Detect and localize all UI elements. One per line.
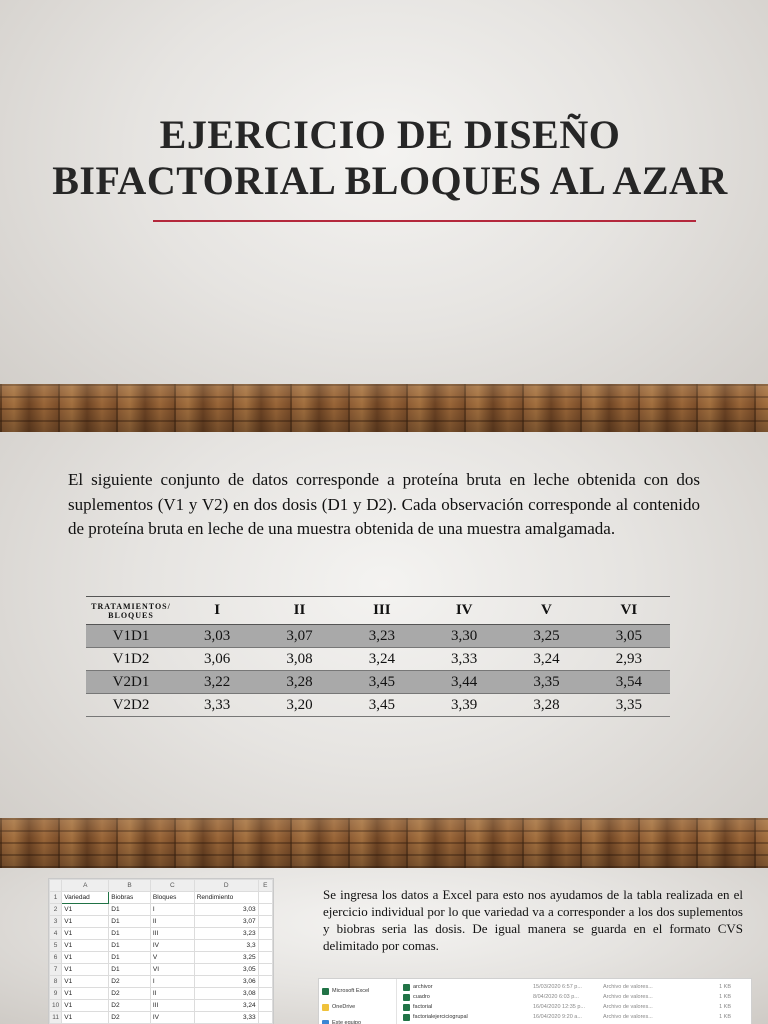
title-line-2: BIFACTORIAL BLOQUES AL AZAR [52, 158, 728, 203]
excel-slide [0, 868, 768, 1024]
sheet-row [50, 1012, 273, 1024]
table-cell: 3,30 [423, 625, 505, 648]
row-label: V2D2 [86, 694, 176, 717]
column-header: V [505, 597, 587, 625]
table-cell: 3,28 [505, 694, 587, 717]
sheet-cell: I [150, 976, 194, 988]
file-row: factorialejerciciogrupal 16/04/2020 9:20 a... Archivo de valores... 1 KB [403, 1012, 747, 1022]
column-header: III [341, 597, 423, 625]
row-number: 4 [50, 928, 62, 940]
table-cell: 3,44 [423, 671, 505, 694]
sheet-cell: II [150, 916, 194, 928]
column-letter: E [258, 880, 272, 892]
sheet-row [50, 952, 273, 964]
file-row: factorial 16/04/2020 12:35 p... Archivo de valores... 1 KB [403, 1002, 747, 1012]
row-label: V1D2 [86, 648, 176, 671]
table-cell: 3,35 [505, 671, 587, 694]
excel-icon [322, 988, 329, 995]
sheet-cell [258, 940, 272, 952]
sheet-cell: V1 [62, 940, 109, 952]
table-cell: 3,45 [341, 694, 423, 717]
data-table [86, 596, 670, 717]
table-cell: 3,45 [341, 671, 423, 694]
sheet-cell: Biobras [109, 892, 151, 904]
corner-line-2: BLOQUES [108, 610, 154, 620]
sheet-cell: Bloques [150, 892, 194, 904]
sheet-cell: V1 [62, 928, 109, 940]
csv-file-icon [403, 1014, 410, 1021]
table-cell: 2,93 [588, 648, 670, 671]
row-number: 3 [50, 916, 62, 928]
sheet-row [50, 940, 273, 952]
sheet-cell: II [150, 988, 194, 1000]
table-cell: 3,24 [341, 648, 423, 671]
column-header: II [258, 597, 340, 625]
sheet-cell: 3,07 [194, 916, 258, 928]
table-cell: 3,24 [505, 648, 587, 671]
sheet-cell: V1 [62, 1012, 109, 1024]
sheet-cell: D1 [109, 952, 151, 964]
computer-icon [322, 1020, 329, 1024]
wood-floor [0, 384, 768, 432]
sheet-cell: III [150, 928, 194, 940]
sheet-cell: 3,24 [194, 1000, 258, 1012]
sheet-row [50, 892, 273, 904]
row-label: V2D1 [86, 671, 176, 694]
sheet-cell: Variedad [62, 892, 109, 904]
title-slide [0, 0, 768, 432]
nav-item: Este equipo [322, 1015, 393, 1024]
sheet-row [50, 916, 273, 928]
sheet-cell: V1 [62, 916, 109, 928]
row-number: 1 [50, 892, 62, 904]
explorer-nav [319, 979, 397, 1024]
table-cell: 3,28 [258, 671, 340, 694]
sheet-cell: V1 [62, 976, 109, 988]
sheet-cell [258, 1000, 272, 1012]
spreadsheet-screenshot [48, 878, 274, 1024]
sheet-cell: D1 [109, 916, 151, 928]
sheet-row [50, 988, 273, 1000]
column-letter: B [109, 880, 151, 892]
sheet-cell: 3,23 [194, 928, 258, 940]
table-cell: 3,39 [423, 694, 505, 717]
sheet-cell: D1 [109, 904, 151, 916]
sheet-cell [258, 904, 272, 916]
table-cell: 3,22 [176, 671, 258, 694]
csv-file-icon [403, 994, 410, 1001]
sheet-cell [258, 964, 272, 976]
sheet-cell: V1 [62, 964, 109, 976]
row-number: 9 [50, 988, 62, 1000]
sheet-cell: D1 [109, 964, 151, 976]
table-cell: 3,07 [258, 625, 340, 648]
column-letter: C [150, 880, 194, 892]
row-number: 10 [50, 1000, 62, 1012]
sheet-cell: D2 [109, 976, 151, 988]
sheet-cell: D2 [109, 988, 151, 1000]
sheet-row [50, 928, 273, 940]
sheet-cell: Rendimiento [194, 892, 258, 904]
title-underline [153, 220, 696, 222]
row-label: V1D1 [86, 625, 176, 648]
sheet-cell: I [150, 904, 194, 916]
sheet-row [50, 1000, 273, 1012]
table-header-row [86, 597, 670, 625]
sheet-cell: D2 [109, 1000, 151, 1012]
sheet-cell: V1 [62, 1000, 109, 1012]
table-cell: 3,23 [341, 625, 423, 648]
sheet-cell [258, 976, 272, 988]
row-number: 11 [50, 1012, 62, 1024]
row-number: 8 [50, 976, 62, 988]
nav-item: OneDrive [322, 999, 393, 1015]
sheet-cell [258, 988, 272, 1000]
sheet-cell: III [150, 1000, 194, 1012]
sheet-cell [258, 928, 272, 940]
table-cell: 3,33 [423, 648, 505, 671]
folder-icon [322, 1004, 329, 1011]
data-table-slide [0, 432, 768, 868]
sheet-cell [258, 1012, 272, 1024]
sheet-row [50, 976, 273, 988]
sheet-cell: 3,3 [194, 940, 258, 952]
table-cell: 3,08 [258, 648, 340, 671]
intro-paragraph: El siguiente conjunto de datos corresponde a proteína bruta en leche obtenida con dos suplementos (V1 y V2) en dos dosis (D1 y D2). Cada observación corresponde al contenido de proteína bruta en leche de una muestra obtenida de una muestra amalgamada. [68, 470, 700, 538]
csv-file-icon [403, 984, 410, 991]
sheet-cell: 3,05 [194, 964, 258, 976]
sheet-cell [258, 952, 272, 964]
table-row [86, 671, 670, 694]
excel-paragraph: Se ingresa los datos a Excel para esto nos ayudamos de la tabla realizada en el ejercicio individual por lo que variedad va a corresponder a los dos suplementos y biobras seria las dosis. De igual manera se guarda en el formato CVS delimitado por comas. [323, 887, 743, 953]
sheet-cell [258, 916, 272, 928]
table-row [86, 694, 670, 717]
row-number: 6 [50, 952, 62, 964]
sheet-cell: IV [150, 1012, 194, 1024]
column-header: IV [423, 597, 505, 625]
file-row: cuadro 8/04/2020 6:03 p... Archivo de valores... 1 KB [403, 992, 747, 1002]
sheet-cell: 3,33 [194, 1012, 258, 1024]
table-cell: 3,35 [588, 694, 670, 717]
table-cell: 3,06 [176, 648, 258, 671]
csv-file-icon [403, 1004, 410, 1011]
explorer-file-list [403, 982, 747, 1022]
sheet-cell [258, 892, 272, 904]
slide-title [30, 112, 750, 204]
column-header: VI [588, 597, 670, 625]
row-number: 5 [50, 940, 62, 952]
title-line-1: EJERCICIO DE DISEÑO [159, 112, 621, 157]
table-row [86, 625, 670, 648]
sheet-cell: D1 [109, 928, 151, 940]
table-row [86, 648, 670, 671]
sheet-cell: 3,03 [194, 904, 258, 916]
column-letters-row [50, 880, 273, 892]
sheet-cell: V1 [62, 952, 109, 964]
wood-floor [0, 818, 768, 868]
corner-line-1: TRATAMIENTOS/ [91, 601, 171, 611]
sheet-cell: V1 [62, 904, 109, 916]
sheet-cell: V1 [62, 988, 109, 1000]
sheet-row [50, 904, 273, 916]
nav-item: Microsoft Excel [322, 983, 393, 999]
sheet-cell: 3,25 [194, 952, 258, 964]
sheet-row [50, 964, 273, 976]
sheet-cell: VI [150, 964, 194, 976]
file-row: archivor 15/03/2020 6:57 p... Archivo de valores... 1 KB [403, 982, 747, 992]
sheet-cell: IV [150, 940, 194, 952]
table-cell: 3,03 [176, 625, 258, 648]
row-number: 2 [50, 904, 62, 916]
column-header: I [176, 597, 258, 625]
table-cell: 3,25 [505, 625, 587, 648]
table-cell: 3,54 [588, 671, 670, 694]
sheet-cell: V [150, 952, 194, 964]
corner-header [86, 597, 176, 625]
table-cell: 3,20 [258, 694, 340, 717]
sheet-cell: D1 [109, 940, 151, 952]
column-letter: A [62, 880, 109, 892]
table-cell: 3,33 [176, 694, 258, 717]
table-cell: 3,05 [588, 625, 670, 648]
column-letter: D [194, 880, 258, 892]
row-number: 7 [50, 964, 62, 976]
file-explorer-screenshot [318, 978, 752, 1024]
sheet-cell: D2 [109, 1012, 151, 1024]
sheet-cell: 3,06 [194, 976, 258, 988]
sheet-cell: 3,08 [194, 988, 258, 1000]
